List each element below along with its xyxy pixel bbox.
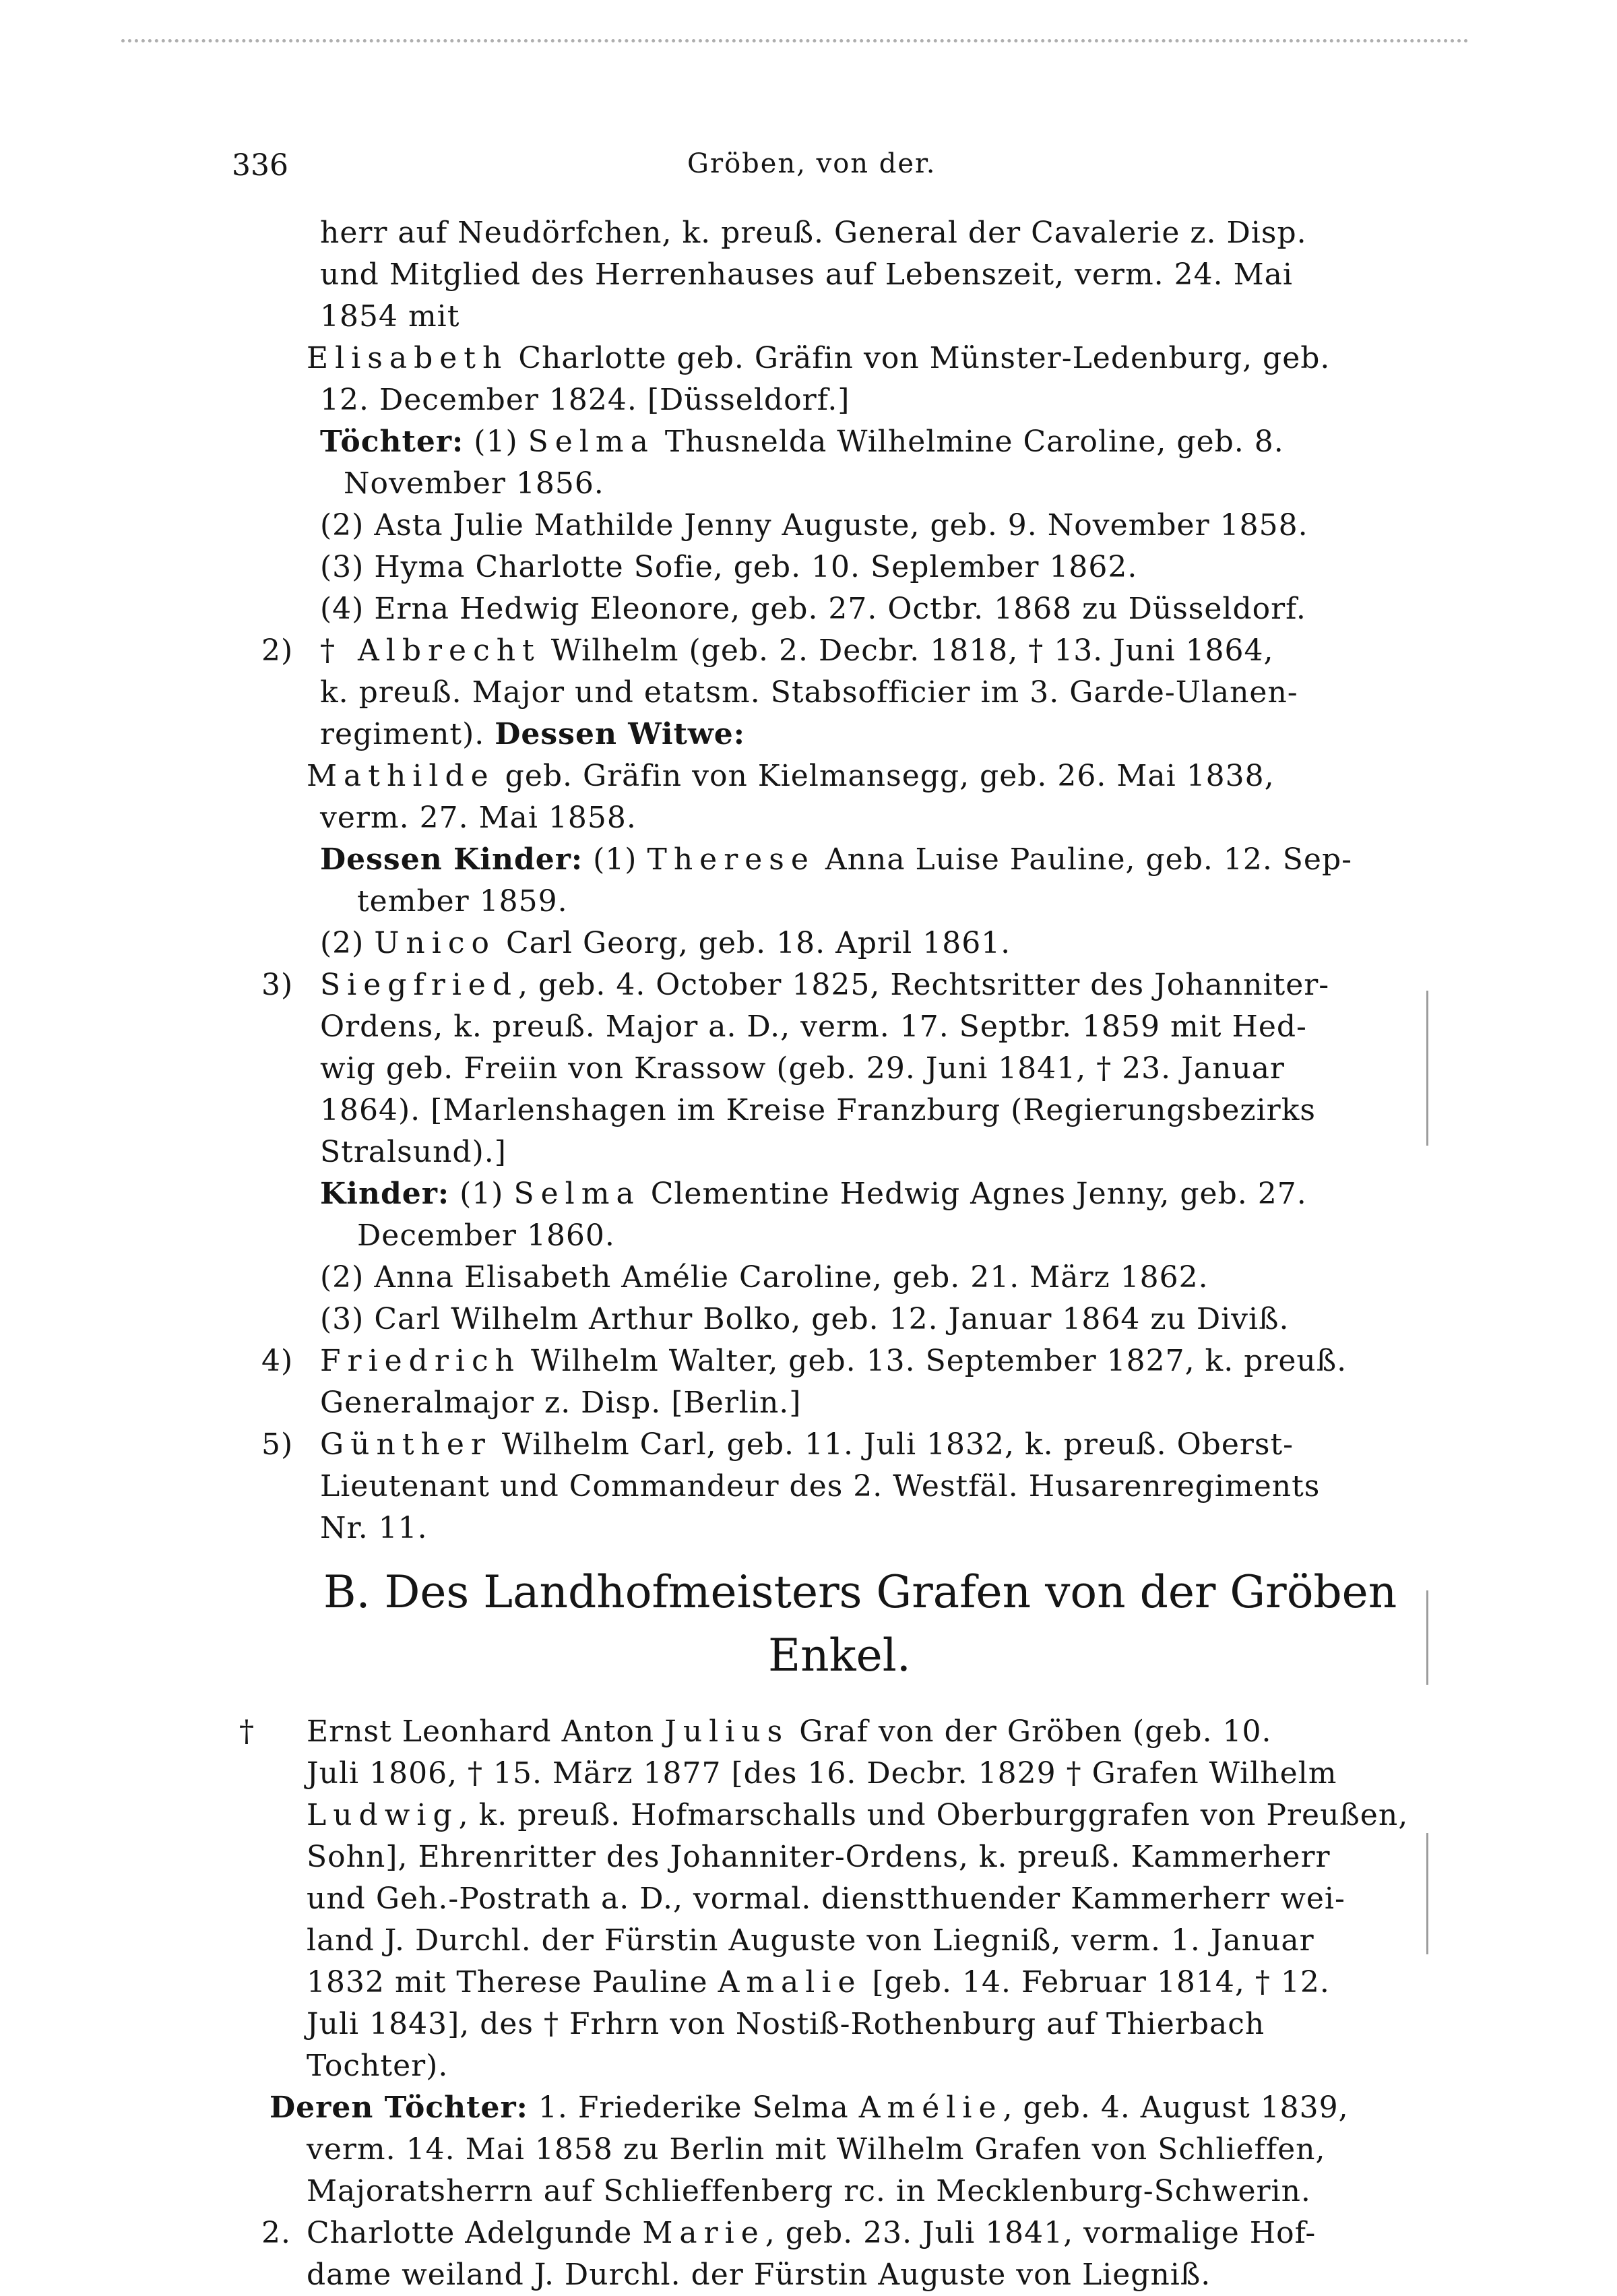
text-line: 3) Siegfried, geb. 4. October 1825, Rechtsritter des Johanniter- — [270, 964, 1435, 1006]
text-line: 1832 mit Therese Pauline Amalie [geb. 14. Februar 1814, † 12. — [307, 1965, 1330, 1999]
person-name: Unico — [374, 926, 496, 960]
text-line: Juli 1806, † 15. März 1877 [des 16. Decbr. 1829 † Grafen Wilhelm — [307, 1756, 1337, 1791]
text-line: Kinder: (1) Selma Clementine Hedwig Agnes Jenny, geb. 27. — [320, 1177, 1307, 1211]
section-heading-line: B. Des Landhofmeisters Grafen von der Gröben — [323, 1566, 1397, 1618]
text-line: 4) Friedrich Wilhelm Walter, geb. 13. September 1827, k. preuß. — [270, 1340, 1435, 1382]
text-line: November 1856. — [344, 466, 604, 501]
text-line: (2) Asta Julie Mathilde Jenny Auguste, geb. 9. November 1858. — [320, 508, 1308, 542]
person-name: Julius — [664, 1714, 790, 1749]
text-line: (4) Erna Hedwig Eleonore, geb. 27. Octbr. 1868 zu Düsseldorf. — [320, 592, 1306, 626]
text-line: 1854 mit — [320, 299, 460, 334]
entry-number: 2) — [261, 633, 294, 668]
text-line: 12. December 1824. [Düsseldorf.] — [320, 383, 850, 417]
entry-number: 3) — [261, 968, 294, 1002]
text-line: k. preuß. Major und etatsm. Stabsofficier im 3. Garde-Ulanen- — [320, 675, 1298, 710]
entry-number: 5) — [261, 1427, 294, 1462]
running-head: Gröben, von der. — [687, 148, 937, 179]
person-name: Ludwig — [307, 1798, 459, 1832]
person-name: Selma — [513, 1177, 641, 1211]
text-line: Deren Töchter: 1. Friederike Selma Amélie, geb. 4. August 1839, — [270, 2090, 1349, 2125]
text-line: verm. 14. Mai 1858 zu Berlin mit Wilhelm Grafen von Schlieffen, — [307, 2132, 1326, 2167]
text-line: 2. Charlotte Adelgunde Marie, geb. 23. Juli 1841, vormalige Hof- — [270, 2212, 1435, 2254]
text-line: Ordens, k. preuß. Major a. D., verm. 17. Septbr. 1859 mit Hed- — [320, 1010, 1307, 1044]
person-name: Marie — [642, 2216, 765, 2250]
person-name: Selma — [528, 425, 655, 459]
text-line: † Ernst Leonhard Anton Julius Graf von der Gröben (geb. 10. — [270, 1711, 1435, 1753]
spouse-name: Mathilde — [307, 759, 495, 793]
text-line: (2) Unico Carl Georg, geb. 18. April 1861. — [320, 926, 1011, 960]
text-line: Töchter: (1) Selma Thusnelda Wilhelmine Caroline, geb. 8. — [320, 425, 1284, 459]
text-line: Sohn], Ehrenritter des Johanniter-Ordens, k. preuß. Kammerherr — [307, 1840, 1331, 1874]
person-name: Siegfried — [320, 968, 519, 1002]
text-line: Mathilde geb. Gräfin von Kielmansegg, geb. 26. Mai 1838, — [307, 759, 1275, 793]
person-name: Günther — [320, 1427, 492, 1462]
dagger-mark: † — [239, 1714, 255, 1749]
heading-label: Deren Töchter: — [270, 2090, 528, 2125]
text-line: verm. 27. Mai 1858. — [320, 801, 637, 835]
person-name: Friedrich — [320, 1344, 521, 1378]
heading-label: Töchter: — [320, 425, 464, 459]
text-line: 5) Günther Wilhelm Carl, geb. 11. Juli 1832, k. preuß. Oberst- — [270, 1424, 1435, 1466]
text-line: Generalmajor z. Disp. [Berlin.] — [320, 1386, 802, 1420]
person-name: Amélie — [858, 2090, 1003, 2125]
text-line: (3) Hyma Charlotte Sofie, geb. 10. Seplember 1862. — [320, 550, 1138, 584]
text-line: Stralsund).] — [320, 1135, 507, 1169]
text-line: land J. Durchl. der Fürstin Auguste von Liegniß, verm. 1. Januar — [307, 1923, 1314, 1958]
text-line: dame weiland J. Durchl. der Fürstin Auguste von Liegniß. — [307, 2258, 1211, 2292]
text-line: Lieutenant und Commandeur des 2. Westfäl. Husarenregiments — [320, 1469, 1321, 1503]
person-name: † Albrecht — [320, 633, 541, 668]
entry-number: 4) — [261, 1344, 294, 1378]
entry-number: 2. — [261, 2216, 291, 2250]
heading-label: Kinder: — [320, 1177, 450, 1211]
text-line: und Mitglied des Herrenhauses auf Lebenszeit, verm. 24. Mai — [320, 257, 1293, 292]
section-heading — [270, 1564, 1435, 1692]
heading-label: Dessen Witwe: — [495, 717, 746, 751]
text-line: Nr. 11. — [320, 1511, 428, 1545]
person-name: Amalie — [718, 1965, 862, 1999]
text-line: December 1860. — [357, 1218, 615, 1253]
text-line: Elisabeth Charlotte geb. Gräfin von Münster-Ledenburg, geb. — [307, 341, 1331, 375]
text-line: 1864). [Marlenshagen im Kreise Franzburg (Regierungsbezirks — [320, 1093, 1316, 1127]
page-number: 336 — [232, 148, 288, 183]
text-line: und Geh.-Postrath a. D., vormal. dienstthuender Kammerherr wei- — [307, 1882, 1345, 1916]
text-line: Tochter). — [307, 2049, 449, 2083]
text-line: Juli 1843], des † Frhrn von Nostiß-Rothenburg auf Thierbach — [307, 2007, 1265, 2041]
text-line: wig geb. Freiin von Krassow (geb. 29. Juni 1841, † 23. Januar — [320, 1051, 1285, 1086]
text-line: (2) Anna Elisabeth Amélie Caroline, geb. 21. März 1862. — [320, 1260, 1209, 1295]
text-line: (3) Carl Wilhelm Arthur Bolko, geb. 12. Januar 1864 zu Diviß. — [320, 1302, 1290, 1336]
person-name: Therese — [647, 842, 815, 877]
text-line: Majoratsherrn auf Schlieffenberg rc. in Mecklenburg-Schwerin. — [307, 2174, 1311, 2208]
spouse-name: Elisabeth — [307, 341, 509, 375]
section-heading-line: Enkel. — [768, 1630, 911, 1681]
text-line: Ludwig, k. preuß. Hofmarschalls und Oberburggrafen von Preußen, — [307, 1798, 1409, 1832]
text-line: Dessen Kinder: (1) Therese Anna Luise Pauline, geb. 12. Sep- — [320, 842, 1353, 877]
text-line: tember 1859. — [357, 884, 568, 919]
text-line: herr auf Neudörfchen, k. preuß. General der Cavalerie z. Disp. — [320, 216, 1307, 250]
entry-text — [239, 212, 1435, 2296]
text-line: regiment). Dessen Witwe: — [320, 717, 746, 751]
text-line: 2) † Albrecht Wilhelm (geb. 2. Decbr. 1818, † 13. Juni 1864, — [270, 630, 1435, 672]
scan-top-edge — [121, 39, 1469, 42]
heading-label: Dessen Kinder: — [320, 842, 583, 877]
